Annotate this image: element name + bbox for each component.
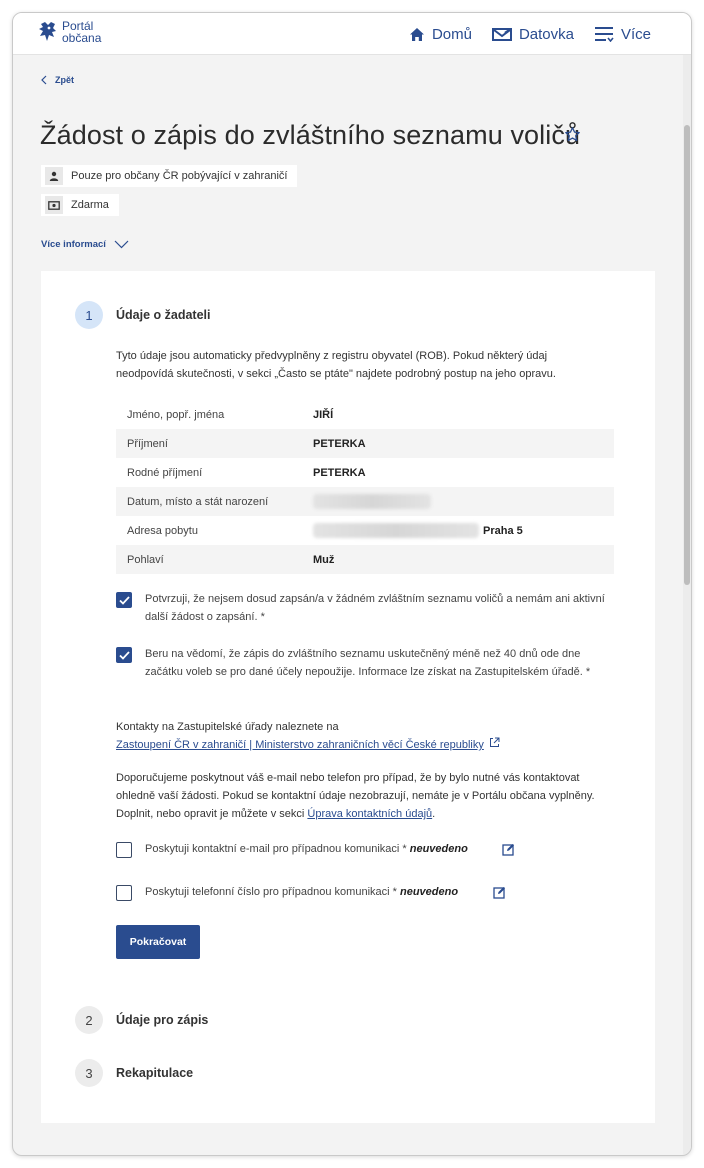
more-info-toggle[interactable] <box>41 239 129 250</box>
price-tag <box>41 194 119 216</box>
lion-emblem-icon <box>37 20 59 44</box>
nav-more[interactable] <box>594 26 651 43</box>
top-header <box>13 13 691 55</box>
confirm-not-registered-text: Potvrzuji, že nejsem dosud zapsán/a v žádném zvláštním seznamu voličů a nemám ani aktivní další žádost o zapsání. * <box>145 593 605 623</box>
main-nav <box>389 13 651 55</box>
price-tag-label: Zdarma <box>71 199 109 211</box>
nav-datovka[interactable] <box>492 26 574 43</box>
applicant-info-table <box>116 400 614 574</box>
back-label: Zpět <box>55 75 74 85</box>
birth-surname-value: PETERKA <box>313 466 366 479</box>
contacts-text: Kontakty na Zastupitelské úřady naleznete na <box>116 721 339 733</box>
person-icon <box>45 167 63 185</box>
edit-phone-icon[interactable] <box>493 886 506 904</box>
scrollbar[interactable] <box>683 55 691 1155</box>
surname-value: PETERKA <box>313 437 366 450</box>
datovka-icon <box>492 27 512 41</box>
step-3-number: 3 <box>75 1059 103 1087</box>
birth-surname-label: Rodné příjmení <box>127 466 203 479</box>
embassy-link[interactable]: Zastoupení ČR v zahraničí | Ministerstvo zahraničních věcí České republiky <box>116 739 484 751</box>
recommend-text: Doporučujeme poskytnout váš e-mail nebo telefon pro případ, že by bylo nutné vás kontaktovat ohledně vaší žádosti. Pokud se kontaktní údaje nezobrazují, nemáte je v Portálu občana vyplněny. Doplnit, nebo opravit je můžete v sekci <box>116 772 595 820</box>
step-2-number: 2 <box>75 1006 103 1034</box>
edit-email-icon[interactable] <box>502 843 515 861</box>
table-row <box>116 400 614 429</box>
provide-email-checkbox[interactable] <box>116 842 132 858</box>
scrollbar-thumb[interactable] <box>684 125 690 585</box>
audience-tag <box>41 165 297 187</box>
table-row <box>116 487 614 516</box>
email-value: neuvedeno <box>409 843 468 855</box>
external-link-icon[interactable] <box>489 736 500 754</box>
acknowledge-40-days-checkbox[interactable] <box>116 647 132 663</box>
step-1-title: Údaje o žadateli <box>116 308 211 322</box>
checkmark-icon <box>119 596 130 605</box>
surname-label: Příjmení <box>127 437 168 450</box>
redacted-birth-info <box>313 494 431 509</box>
contact-recommendation <box>116 769 616 823</box>
audience-tag-label: Pouze pro občany ČR pobývající v zahraničí <box>71 170 288 182</box>
chevron-left-icon <box>41 75 47 85</box>
page-title: Žádost o zápis do zvláštního seznamu voličů <box>40 120 581 150</box>
phone-value: neuvedeno <box>399 886 459 898</box>
nav-home[interactable] <box>409 26 472 43</box>
nav-datovka-label: Datovka <box>518 25 574 43</box>
browser-window <box>12 12 692 1156</box>
table-row <box>116 516 614 545</box>
address-value: Praha 5 <box>483 524 523 537</box>
portal-logo[interactable] <box>37 20 101 44</box>
nav-more-label: Více <box>620 25 651 43</box>
contacts-link-row <box>116 736 500 754</box>
table-row <box>116 429 614 458</box>
confirm-not-registered-checkbox[interactable] <box>116 592 132 608</box>
address-label: Adresa pobytu <box>127 524 198 537</box>
acknowledge-40-days-text: Beru na vědomí, že zápis do zvláštního seznamu uskutečněný méně než 40 dnů ode dne začátku voleb se pro dané účely nepoužije. Informace lze získat na Zastupitelském úřadě. * <box>145 648 591 678</box>
provide-phone-checkbox[interactable] <box>116 885 132 901</box>
form-card <box>41 271 655 1123</box>
step-2-title: Údaje pro zápis <box>116 1013 209 1027</box>
gender-value: Muž <box>313 553 335 566</box>
gender-label: Pohlaví <box>127 553 164 566</box>
chevron-down-icon <box>114 240 129 249</box>
more-info-label: Více informací <box>41 239 106 250</box>
birth-info-value <box>313 494 431 509</box>
recommend-end: . <box>432 808 436 820</box>
birth-info-label: Datum, místo a stát narození <box>127 495 269 508</box>
provide-email-text <box>145 840 468 858</box>
logo-text <box>62 20 101 44</box>
home-icon <box>409 27 425 42</box>
menu-icon <box>594 26 614 42</box>
nav-home-label: Domů <box>431 25 472 43</box>
favorite-star-icon[interactable] <box>564 126 581 148</box>
checkmark-icon <box>119 651 130 660</box>
embassy-contacts <box>116 718 500 754</box>
continue-button[interactable]: Pokračovat <box>116 925 200 959</box>
redacted-address <box>313 523 479 538</box>
provide-email-label: Poskytuji kontaktní e-mail pro případnou komunikaci * <box>145 843 407 855</box>
back-link[interactable] <box>41 75 74 85</box>
edit-contacts-link[interactable]: Úprava kontaktních údajů <box>307 808 433 820</box>
logo-line-1: Portál <box>62 19 94 33</box>
step-1-number: 1 <box>75 301 103 329</box>
provide-phone-text <box>145 883 458 901</box>
first-name-label: Jméno, popř. jména <box>127 408 225 421</box>
provide-phone-label: Poskytuji telefonní číslo pro případnou komunikaci * <box>145 886 397 898</box>
money-icon <box>45 196 63 214</box>
table-row <box>116 545 614 574</box>
step-3-title: Rekapitulace <box>116 1066 194 1080</box>
address-value-wrap <box>313 523 523 538</box>
table-row <box>116 458 614 487</box>
intro-text: Tyto údaje jsou automaticky předvyplněny z registru obyvatel (ROB). Pokud některý údaj neodpovídá skutečnosti, v sekci „Často se ptáte" najdete podrobný postup na jeho opravu. <box>116 350 556 380</box>
first-name-value: JIŘÍ <box>313 408 334 421</box>
logo-line-2: občana <box>62 31 102 45</box>
